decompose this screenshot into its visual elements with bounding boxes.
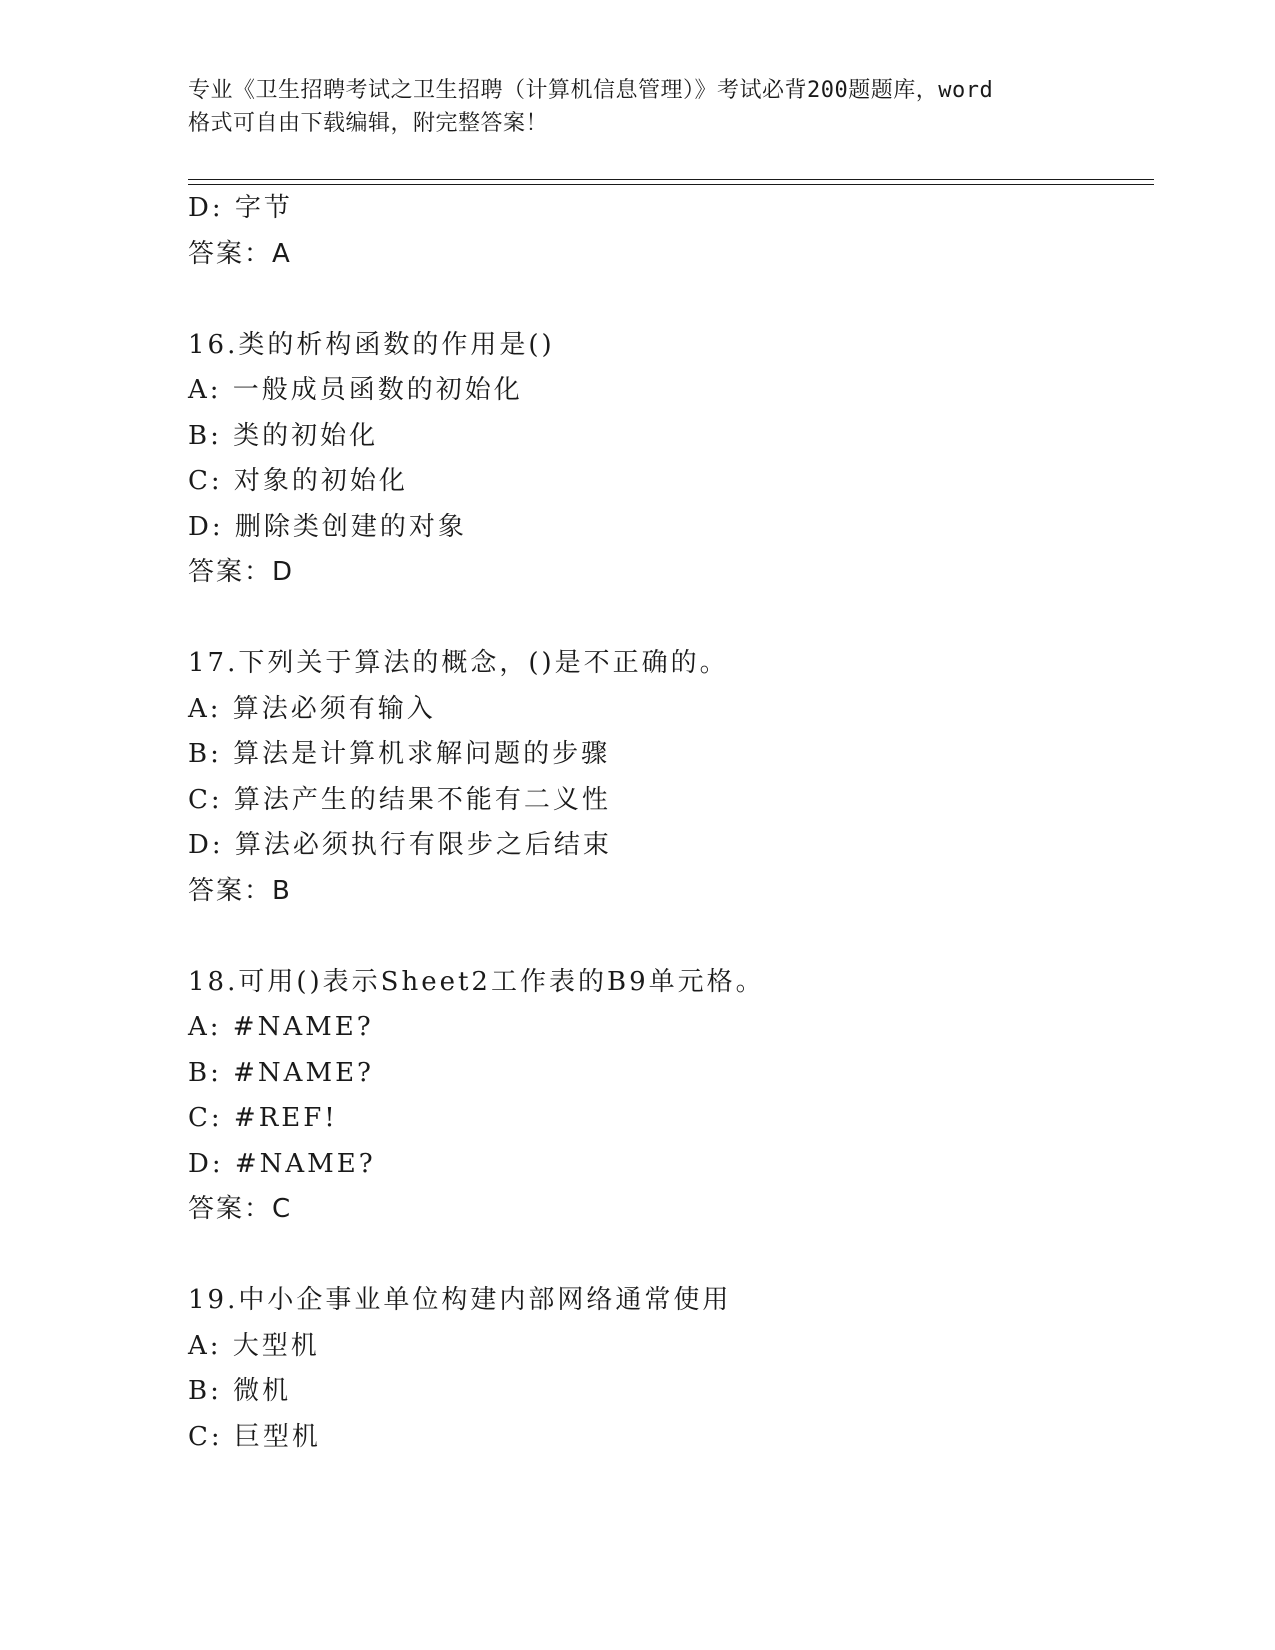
option-c: C: #REF! <box>188 1103 338 1133</box>
question-stem: 17.下列关于算法的概念，()是不正确的。 <box>188 648 729 678</box>
option-d: D: 字节 <box>188 193 293 223</box>
option-a: A: 一般成员函数的初始化 <box>188 375 523 405</box>
spacer <box>188 1233 1154 1279</box>
previous-question-tail <box>188 186 1154 277</box>
question-18 <box>188 960 1154 1233</box>
option-a: A: 大型机 <box>188 1330 320 1361</box>
header-title-line-1: 专业《卫生招聘考试之卫生招聘（计算机信息管理）》考试必背200题题库，word <box>188 78 994 103</box>
option-a: A: 算法必须有输入 <box>188 693 436 724</box>
question-list <box>188 186 1154 1460</box>
header-divider-bottom <box>188 184 1154 185</box>
option-d: D: 删除类创建的对象 <box>188 511 467 542</box>
answer-line: 答案：C <box>188 1194 293 1224</box>
question-17 <box>188 641 1154 914</box>
option-a: A: #NAME? <box>188 1012 374 1042</box>
question-stem: 16.类的析构函数的作用是() <box>188 329 555 360</box>
question-stem: 18.可用()表示Sheet2工作表的B9单元格。 <box>188 966 765 997</box>
option-b: B: 类的初始化 <box>188 420 379 451</box>
spacer <box>188 914 1154 960</box>
option-b: B: 微机 <box>188 1376 292 1406</box>
header-divider-top <box>188 179 1154 180</box>
option-d: D: #NAME? <box>188 1148 376 1179</box>
option-c: C: 巨型机 <box>188 1421 321 1452</box>
option-d: D: 算法必须执行有限步之后结束 <box>188 830 612 860</box>
question-16 <box>188 323 1154 596</box>
spacer <box>188 277 1154 323</box>
spacer <box>188 596 1154 642</box>
document-header <box>188 74 1088 140</box>
header-title-line-2: 格式可自由下载编辑，附完整答案！ <box>188 111 549 136</box>
option-b: B: 算法是计算机求解问题的步骤 <box>188 739 611 769</box>
answer-line: 答案：A <box>188 238 292 269</box>
option-c: C: 算法产生的结果不能有二义性 <box>188 784 611 815</box>
option-b: B: #NAME? <box>188 1057 374 1088</box>
question-19 <box>188 1278 1154 1460</box>
question-stem: 19.中小企事业单位构建内部网络通常使用 <box>188 1285 732 1315</box>
answer-line: 答案：D <box>188 557 295 587</box>
answer-line: 答案：B <box>188 875 292 906</box>
option-c: C: 对象的初始化 <box>188 466 408 496</box>
